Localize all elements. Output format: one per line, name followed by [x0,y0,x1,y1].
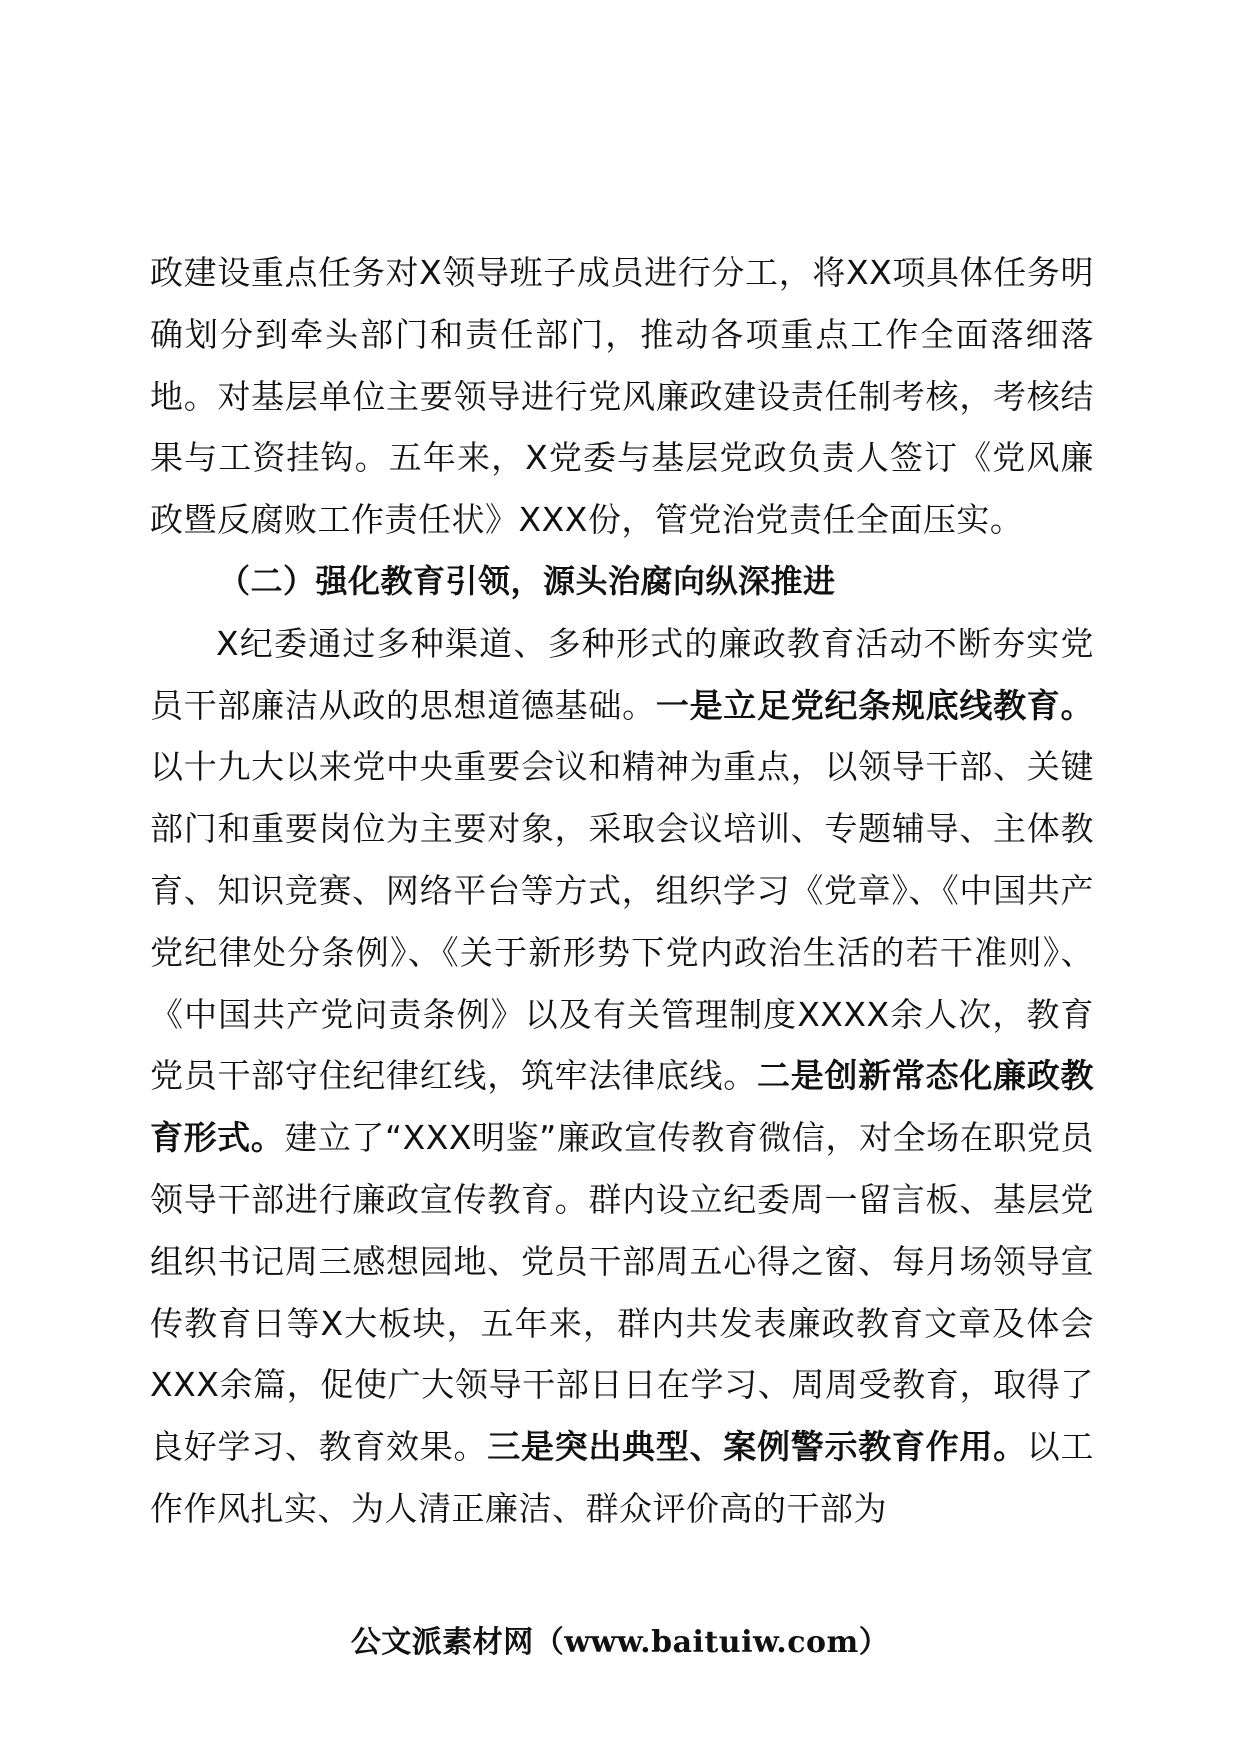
document-body [150,242,1094,1540]
paragraph-text: 政建设重点任务对X领导班子成员进行分工，将XX项具体任务明确划分到牵头部门和责任部门，推动各项重点工作全面落细落地。对基层单位主要领导进行党风廉政建设责任制考核，考核结果与工资挂钩。五年来，X党委与基层党政负责人签订《党风廉政暨反腐败工作责任状》XXX份，管党治党责任全面压实。 [150,253,1094,540]
paragraph-intro: X纪委通过多种渠道、多种形式的廉政教育活动不断夯实党员干部廉洁从政的思想道德基础。 [150,623,1094,725]
section-heading: （二）强化教育引领，源头治腐向纵深推进 [218,561,836,600]
point-one-title: 一是立足党纪条规底线教育。 [655,685,1095,725]
point-three-title: 三是突出典型、案例警示教育作用。 [487,1427,1027,1467]
footer-watermark: 公文派素材网（www.baituiw.com） [350,1625,890,1660]
point-one-text: 以十九大以来党中央重要会议和精神为重点，以领导干部、关键部门和重要岗位为主要对象，采取会议培训、专题辅导、主体教育、知识竞赛、网络平台等方式，组织学习《党章》、《中国共产党纪律处分条例》、《关于新形势下党内政治生活的若干准则》、《中国共产党问责条例》以及有关管理制度XXXX余人次，教育党员干部守住纪律红线，筑牢法律底线。 [150,747,1094,1096]
point-two-text: 建立了“XXX明鉴”廉政宣传教育微信，对全场在职党员领导干部进行廉政宣传教育。群内设立纪委周一留言板、基层党组织书记周三感想园地、党员干部周五心得之窗、每月场领导宣传教育日等X大板块，五年来，群内共发表廉政教育文章及体会XXX余篇，促使广大领导干部日日在学习、周周受教育，取得了良好学习、教育效果。 [150,1118,1095,1467]
point-two-title: 二是创新常态化廉政教育形式。 [150,1056,1095,1158]
point-three-text: 以工作作风扎实、为人清正廉洁、群众评价高的干部为 [150,1427,1095,1528]
paragraph-education [150,613,1094,1540]
paragraph-responsibility [150,242,1094,551]
